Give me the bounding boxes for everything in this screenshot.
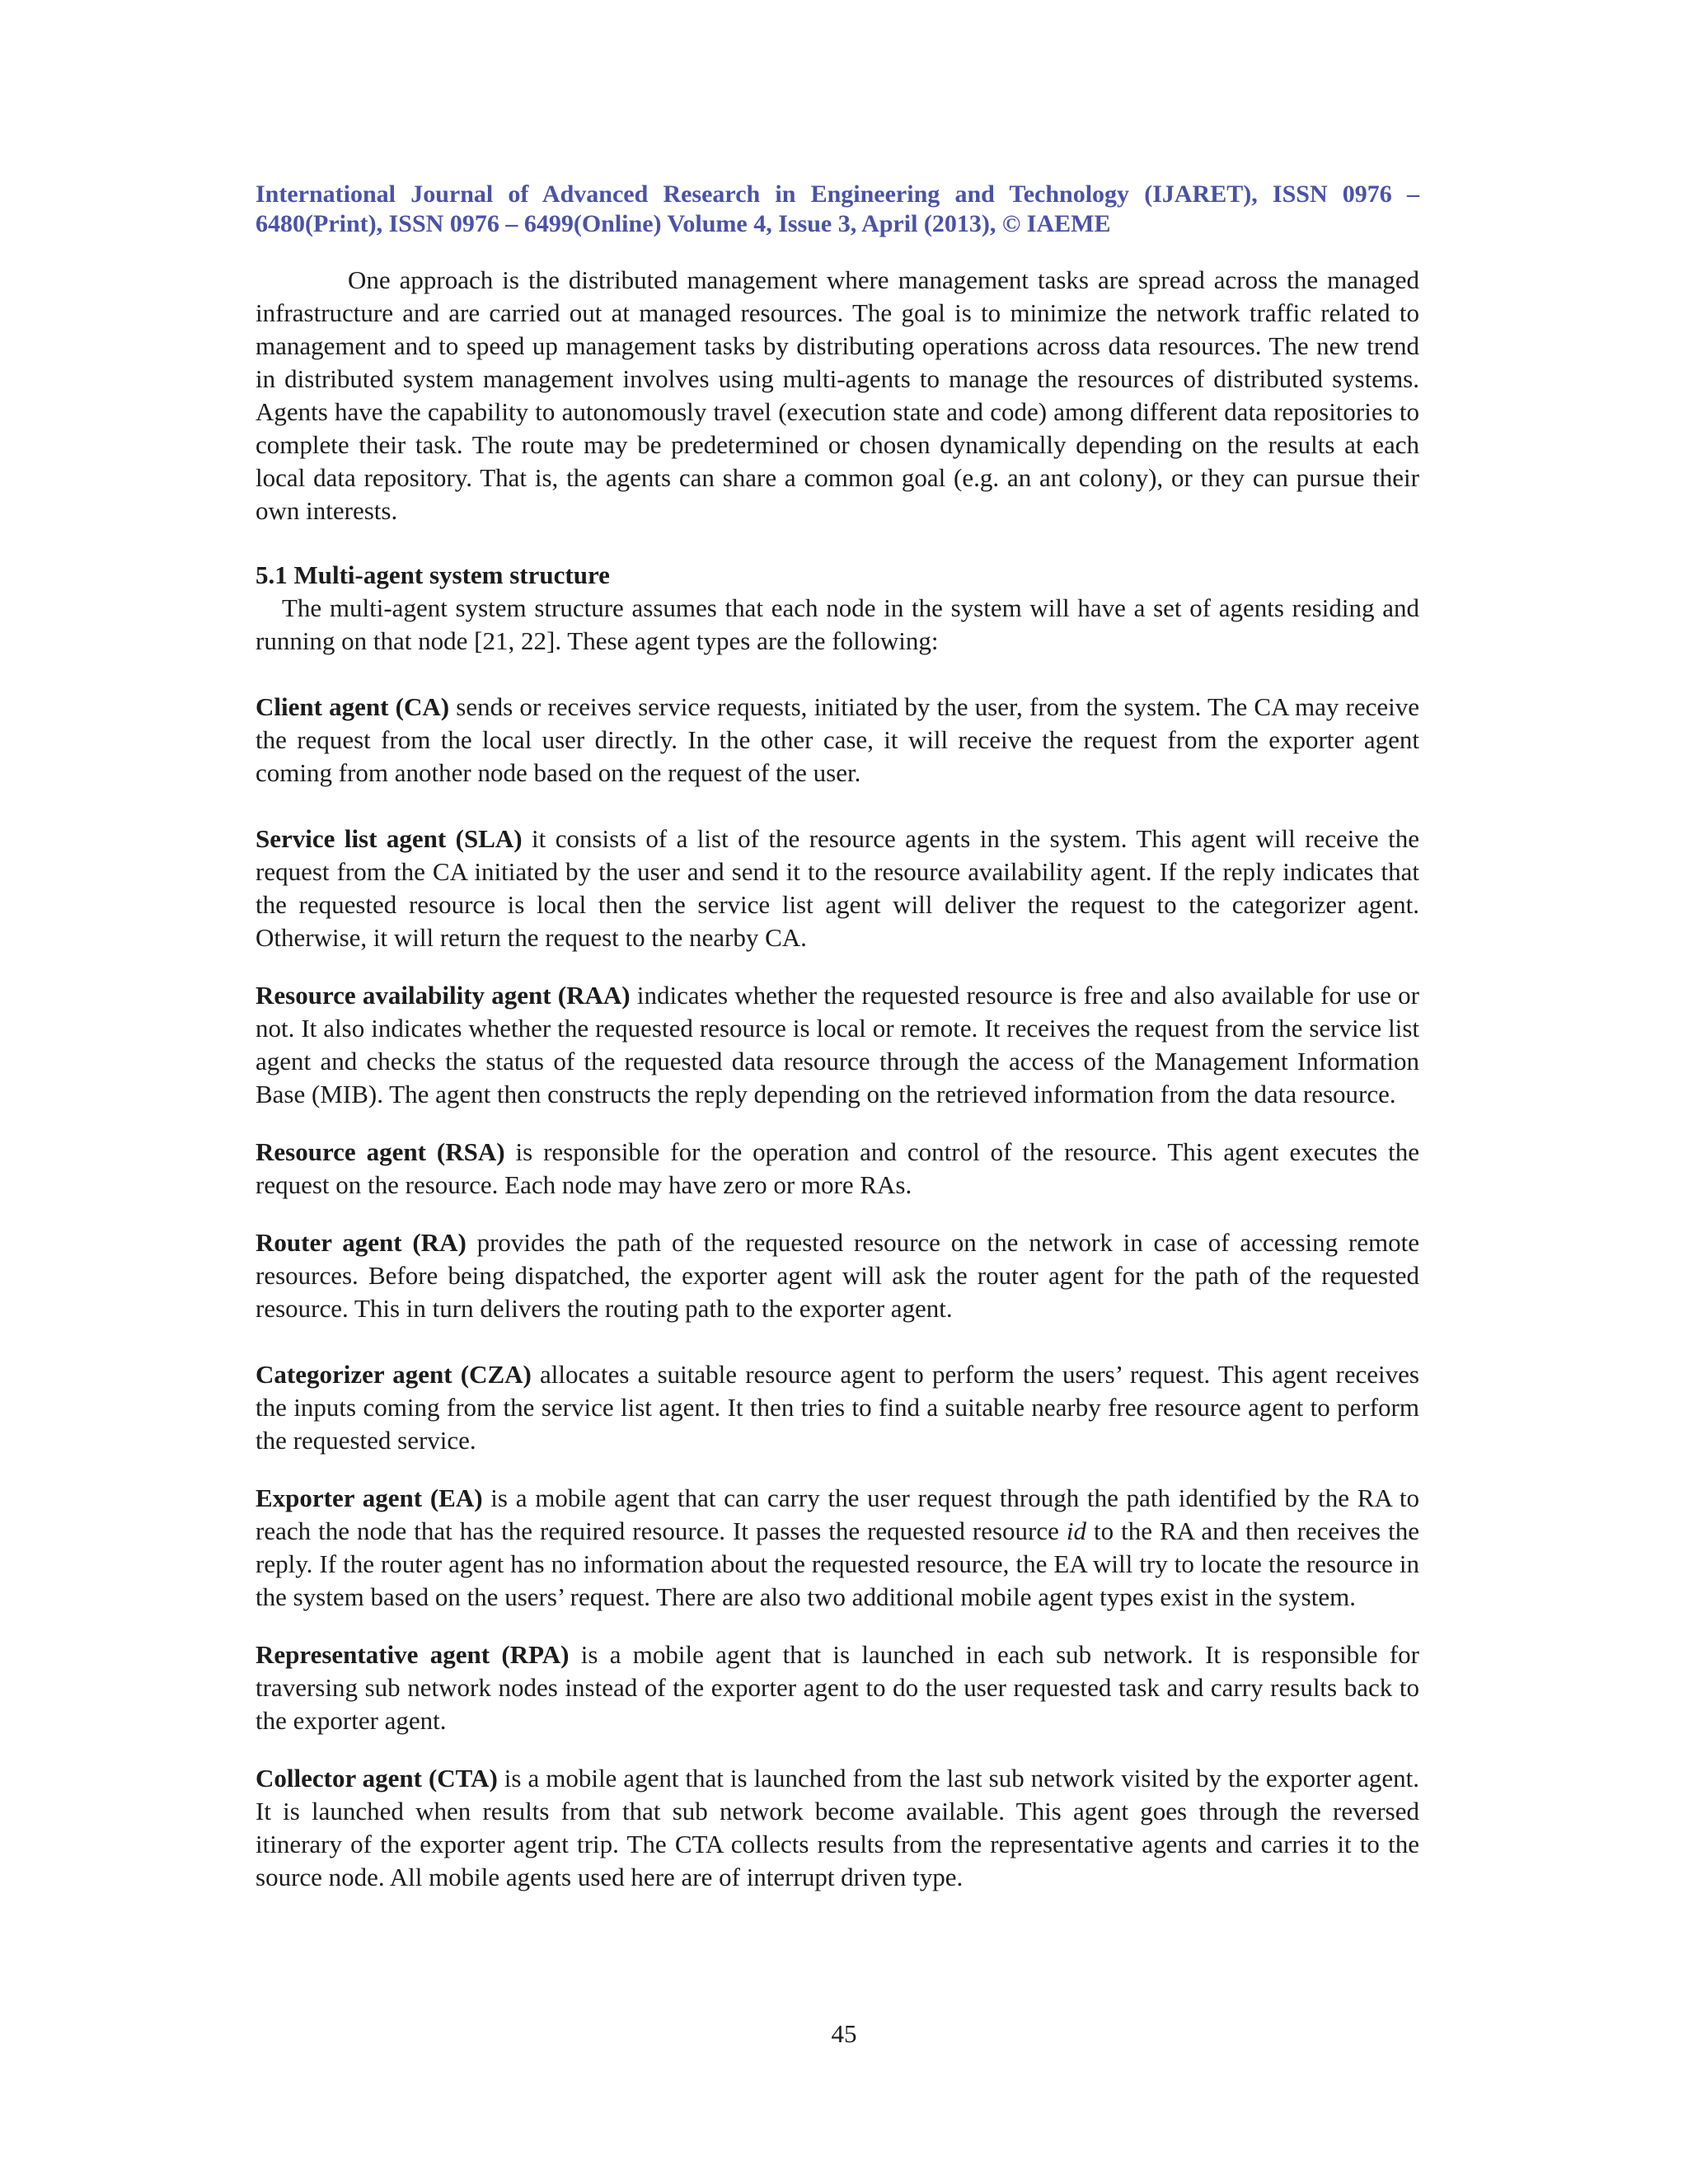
agent-term: Representative agent (RPA) (256, 1640, 570, 1669)
agent-paragraph-exporter (256, 1482, 1419, 1614)
agent-description: it consists of a list of the resource agents in the system. This agent will receive the request from the CA initiated by the user and send it to the resource availability agent. If the reply indicates that the requested resource is local then the service list agent will deliver the request to the categorizer agent. Otherwise, it will return the request to the nearby CA. (256, 824, 1419, 952)
journal-header-line-1: International Journal of Advanced Research in Engineering and Technology (IJARET), ISSN 0976 – (256, 180, 1419, 208)
section-title: 5.1 Multi-agent system structure (256, 560, 610, 589)
agent-paragraph-client (256, 691, 1419, 790)
agent-term: Resource availability agent (RAA) (256, 981, 631, 1010)
agent-term: Collector agent (CTA) (256, 1764, 498, 1793)
section-intro-paragraph: The multi-agent system structure assumes that each node in the system will have a set of agents residing and running on that node [21, 22]. These agent types are the following: (256, 593, 1419, 655)
agent-description-italic-id: id (1066, 1516, 1087, 1545)
agent-paragraph-resource-availability (256, 979, 1419, 1111)
journal-header (256, 180, 1419, 239)
agent-description: indicates whether the requested resource is free and also available for use or not. It also indicates whether the requested resource is local or remote. It receives the request from the service list agent and checks the status of the requested data resource through the access of the Management Information Base (MIB). The agent then constructs the reply depending on the retrieved information from the data resource. (256, 981, 1419, 1108)
agent-description: provides the path of the requested resource on the network in case of accessing remote resources. Before being dispatched, the exporter agent will ask the router agent for the path of the requested resource. This in turn delivers the routing path to the exporter agent. (256, 1228, 1419, 1323)
agent-paragraph-collector (256, 1762, 1419, 1894)
agent-description-part-2: to the RA and then receives the reply. If the router agent has no information about the requested resource, the EA will try to locate the resource in the system based on the users’ request. There are also two additional mobile agent types exist in the system. (256, 1516, 1419, 1611)
agent-term: Router agent (RA) (256, 1228, 467, 1257)
agent-paragraph-service-list (256, 823, 1419, 954)
page-content (256, 180, 1419, 1919)
agent-paragraph-representative (256, 1638, 1419, 1737)
agent-description: sends or receives service requests, initiated by the user, from the system. The CA may receive the request from the local user directly. In the other case, it will receive the request from the exporter agent coming from another node based on the request of the user. (256, 692, 1419, 787)
agent-term: Exporter agent (EA) (256, 1483, 483, 1512)
agent-paragraph-categorizer (256, 1358, 1419, 1457)
intro-paragraph: One approach is the distributed management where management tasks are spread across the managed infrastructure and are carried out at managed resources. The goal is to minimize the network traffic related to management and to speed up management tasks by distributing operations across data resources. The new trend in distributed system management involves using multi-agents to manage the resources of distributed systems. Agents have the capability to autonomously travel (execution state and code) among different data repositories to complete their task. The route may be predetermined or chosen dynamically depending on the results at each local data repository. That is, the agents can share a common goal (e.g. an ant colony), or they can pursue their own interests. (256, 265, 1419, 525)
agent-term: Service list agent (SLA) (256, 824, 523, 853)
agent-description-part-1: is a mobile agent that can carry the user request through the path identified by the RA to reach the node that has the required resource. It passes the requested resource (256, 1483, 1419, 1545)
agent-paragraph-resource (256, 1136, 1419, 1202)
page-number: 45 (831, 2019, 857, 2048)
agent-term: Client agent (CA) (256, 692, 450, 721)
agent-description: is responsible for the operation and control of the resource. This agent executes the request on the resource. Each node may have zero or more RAs. (256, 1137, 1419, 1199)
agent-term: Categorizer agent (CZA) (256, 1360, 532, 1389)
agent-paragraph-router (256, 1226, 1419, 1325)
agent-description: allocates a suitable resource agent to perform the users’ request. This agent receives the inputs coming from the service list agent. It then tries to find a suitable nearby free resource agent to perform the requested service. (256, 1360, 1419, 1455)
agent-term: Resource agent (RSA) (256, 1137, 505, 1166)
agent-description: is a mobile agent that is launched in each sub network. It is responsible for traversing sub network nodes instead of the exporter agent to do the user requested task and carry results back to the exporter agent. (256, 1640, 1419, 1735)
journal-header-line-2: 6480(Print), ISSN 0976 – 6499(Online) Volume 4, Issue 3, April (2013), © IAEME (256, 210, 1111, 237)
agent-description: is a mobile agent that is launched from the last sub network visited by the exporter agent. It is launched when results from that sub network become available. This agent goes through the reversed itinerary of the exporter agent trip. The CTA collects results from the representative agents and carries it to the source node. All mobile agents used here are of interrupt driven type. (256, 1764, 1419, 1891)
